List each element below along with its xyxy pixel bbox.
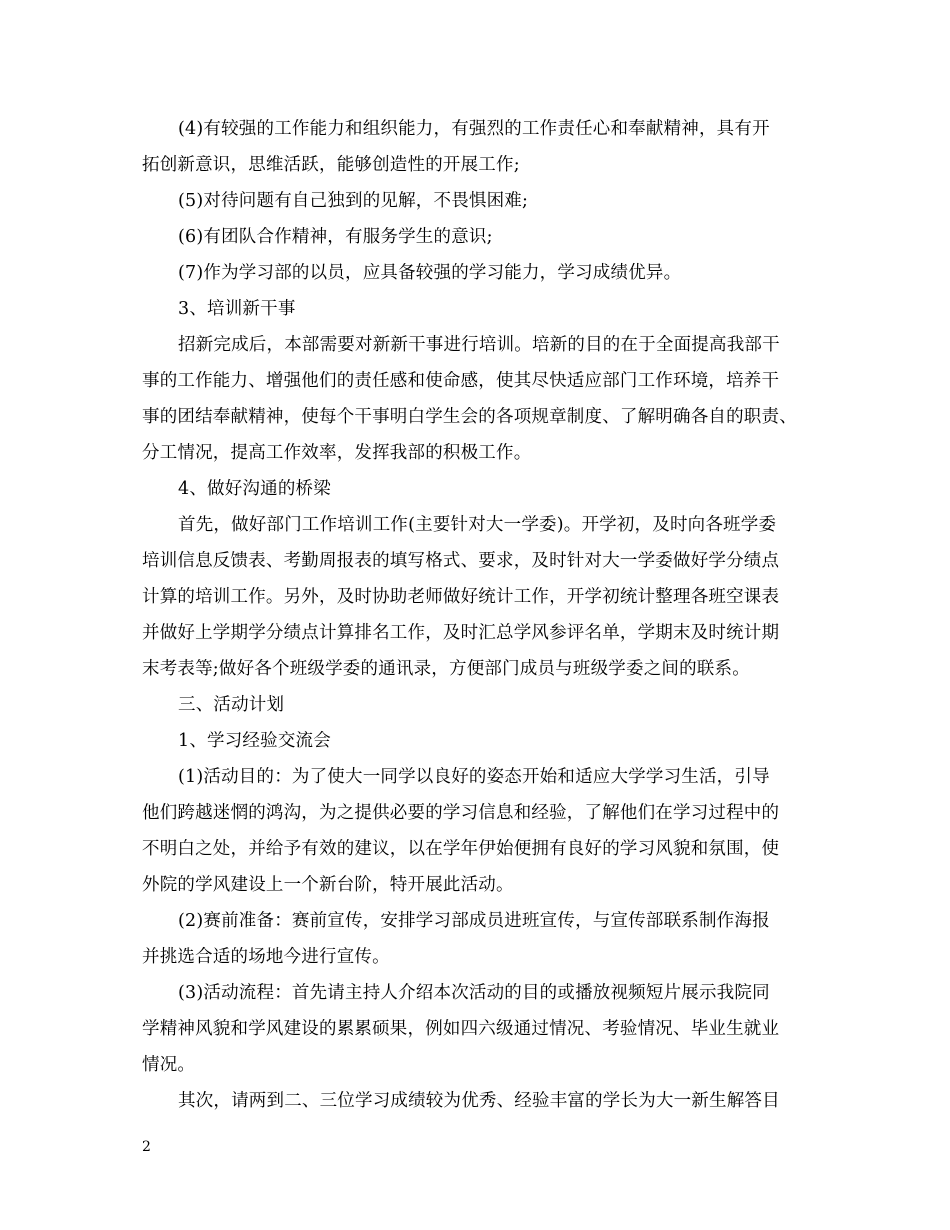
text-line: 不明白之处，并给予有效的建议，以在学年伊始便拥有良好的学习风貌和氛围，使 <box>142 839 780 859</box>
text-line: 外院的学风建设上一个新台阶，特开展此活动。 <box>142 875 514 895</box>
text-line: 学精神风貌和学风建设的累累硕果，例如四六级通过情况、考验情况、毕业生就业 <box>142 1019 780 1039</box>
text-line: 计算的培训工作。另外，及时协助老师做好统计工作，开学初统计整理各班空课表 <box>142 587 780 607</box>
text-line: 招新完成后，本部需要对新新干事进行培训。培新的目的在于全面提高我部干 <box>178 335 780 355</box>
text-line: 情况。 <box>142 1055 196 1075</box>
text-line: 并挑选合适的场地今进行宣传。 <box>142 947 390 967</box>
text-line: (7)作为学习部的以员，应具备较强的学习能力，学习成绩优异。 <box>178 263 682 283</box>
text-line: (1)活动目的：为了使大一同学以良好的姿态开始和适应大学学习生活，引导 <box>178 767 770 787</box>
text-line: 培训信息反馈表、考勤周报表的填写格式、要求，及时针对大一学委做好学分绩点 <box>142 551 780 571</box>
text-line: 事的工作能力、增强他们的责任感和使命感，使其尽快适应部门工作环境，培养干 <box>142 371 780 391</box>
text-line: 事的团结奉献精神，使每个干事明白学生会的各项规章制度、了解明确各自的职责、 <box>142 407 797 427</box>
text-line: 分工情况，提高工作效率，发挥我部的积极工作。 <box>142 443 532 463</box>
text-line: 拓创新意识，思维活跃，能够创造性的开展工作; <box>142 155 520 175</box>
text-line: (5)对待问题有自己独到的见解，不畏惧困难; <box>178 191 529 211</box>
section-heading: 三、活动计划 <box>178 695 285 715</box>
text-line: (3)活动流程：首先请主持人介绍本次活动的目的或播放视频短片展示我院同 <box>178 983 770 1003</box>
section-heading: 4、做好沟通的桥梁 <box>178 479 331 499</box>
text-line: 其次，请两到二、三位学习成绩较为优秀、经验丰富的学长为大一新生解答目 <box>178 1091 780 1111</box>
text-line: (4)有较强的工作能力和组织能力，有强烈的工作责任心和奉献精神，具有开 <box>178 119 770 139</box>
text-line: (2)赛前准备：赛前宣传，安排学习部成员进班宣传，与宣传部联系制作海报 <box>178 911 770 931</box>
page-number: 2 <box>142 1139 151 1155</box>
text-line: 首先，做好部门工作培训工作(主要针对大一学委)。开学初，及时向各班学委 <box>178 515 777 535</box>
section-heading: 3、培训新干事 <box>178 299 296 319</box>
text-line: 并做好上学期学分绩点计算排名工作，及时汇总学风参评名单，学期末及时统计期 <box>142 623 780 643</box>
text-line: (6)有团队合作精神，有服务学生的意识; <box>178 227 493 247</box>
section-heading: 1、学习经验交流会 <box>178 731 331 751</box>
text-line: 末考表等;做好各个班级学委的通讯录，方便部门成员与班级学委之间的联系。 <box>142 659 750 679</box>
text-line: 他们跨越迷惘的鸿沟，为之提供必要的学习信息和经验，了解他们在学习过程中的 <box>142 803 780 823</box>
